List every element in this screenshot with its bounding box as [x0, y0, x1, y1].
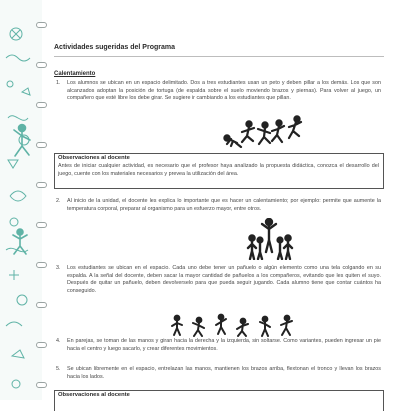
binder-ring	[36, 262, 47, 268]
item-text: Los alumnos se ubican en un espacio delimitado. Dos a tres estudiantes usan un peto y deben pillar a los demás. Los que son alcanzados adoptan la posición de tortuga (de espalda sobre el suelo moviendo brazos y piernas). Para volver al juego, un compañero que esté libre los debe girar. Se sugiere ir cambiando a los estudiantes que pillan.	[67, 80, 381, 102]
observations-title: Observaciones al docente	[58, 155, 130, 161]
binder-ring	[36, 302, 47, 308]
children-with-teacher-illustration-icon	[242, 218, 296, 260]
item-number: 4.	[56, 338, 61, 344]
item-number: 2.	[56, 198, 61, 204]
binder-ring	[36, 62, 47, 68]
item-number: 3.	[56, 265, 61, 271]
children-chasing-illustration-icon	[219, 114, 309, 148]
binder-ring	[36, 182, 47, 188]
item-number: 5.	[56, 366, 61, 372]
decorative-margin	[0, 0, 42, 400]
item-text: En parejas, se toman de las manos y giran hacia la derecha y la izquierda, sin soltarse. Como variantes, pueden ingresar un pie hacia el centro y luego sacarlo, y crear diferentes movimientos.	[67, 338, 381, 352]
page-title: Actividades sugeridas del Programa	[54, 44, 175, 51]
teacher-observations-box	[54, 390, 384, 411]
observations-title: Observaciones al docente	[58, 392, 130, 398]
binder-ring	[36, 222, 47, 228]
teacher-observations-box	[54, 153, 384, 189]
binder-ring	[36, 102, 47, 108]
binder-ring	[36, 22, 47, 28]
item-text: Al inicio de la unidad, el docente les explica lo importante que es hacer un calentamiento; por ejemplo: permite que aumente la temperatura corporal, preparar al organismo para un esfuerzo mayor, entre otros.	[67, 198, 381, 212]
title-divider	[54, 56, 384, 57]
section-heading: Calentamiento	[54, 71, 96, 77]
children-scarf-game-illustration-icon	[169, 313, 304, 337]
binder-ring	[36, 142, 47, 148]
decorative-margin-doodles-icon	[0, 0, 42, 400]
binder-ring	[36, 382, 47, 388]
item-number: 1.	[56, 80, 61, 86]
observations-text: Antes de iniciar cualquier actividad, es necesario que el profesor haya analizado la propuesta didáctica, conozca el desarrollo del juego, cuente con los materiales necesarios y prevea la utilización del área.	[58, 163, 379, 177]
item-text: Se ubican libremente en el espacio, entrelazan las manos, mantienen los brazos arriba, flextonan el tronco y llevan los brazos hacia los lados.	[67, 366, 381, 380]
item-text: Los estudiantes se ubican en el espacio. Cada uno debe tener un pañuelo o algún elemento como una tela colgando en su espalda. A la señal del docente, deben sacar la mayor cantidad de pañuelos a los compañeros, evitando que les quiten el suyo. Después de quitar un pañuelo, deben devolverselo para que pueda seguir jugando. Cada alumno tiene que contar cuántos ha conseguido.	[67, 265, 381, 294]
binder-ring	[36, 342, 47, 348]
